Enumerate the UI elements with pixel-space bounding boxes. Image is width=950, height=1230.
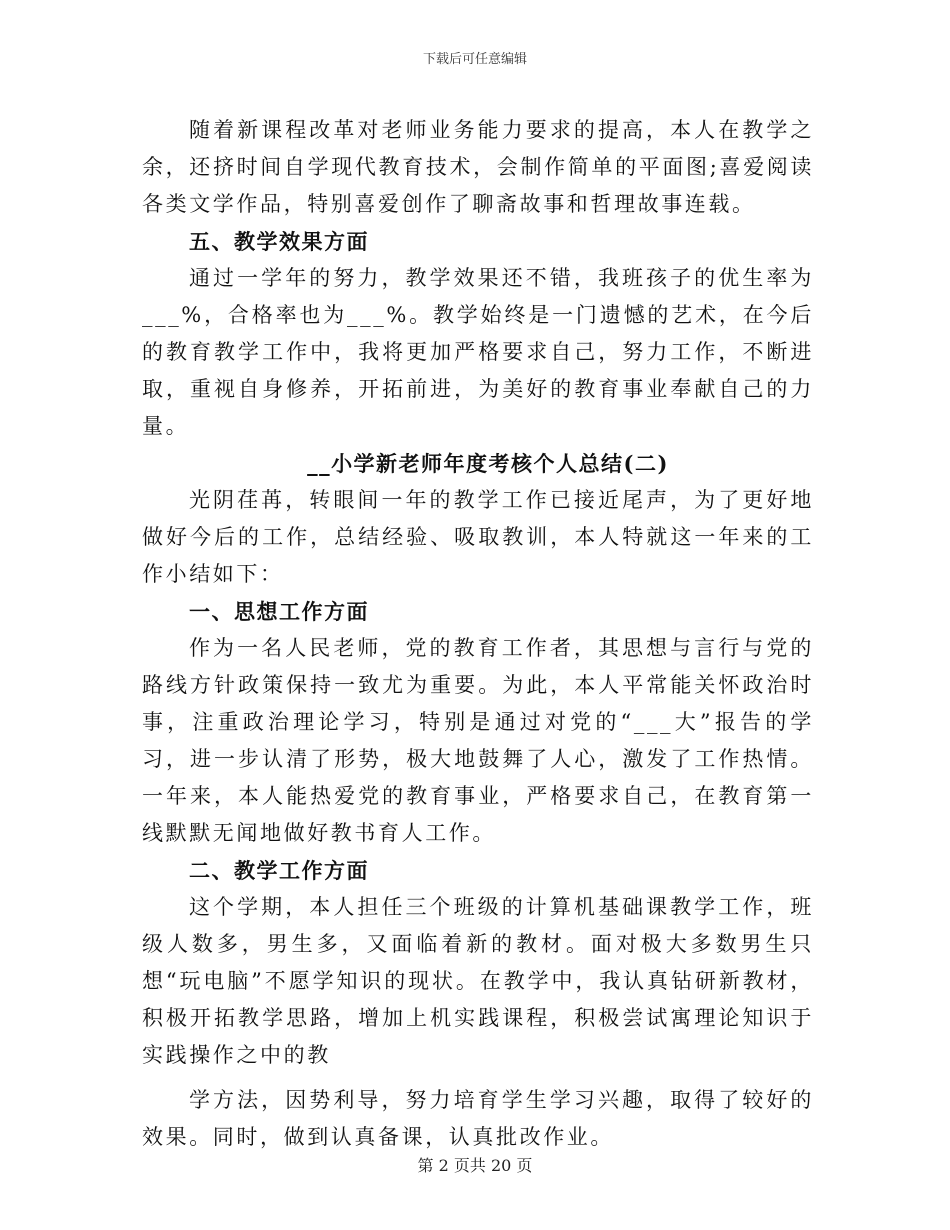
page-header: 下载后可任意编辑 [422,52,527,67]
heading-ideology: 一、思想工作方面 [189,599,369,624]
paragraph-intro: 光阴荏苒，转眼间一年的教学工作已接近尾声，为了更好地做好今后的工作，总结经验、吸取教训，本人特就这一年来的工作小结如下： [142,488,814,586]
paragraph-teaching-work: 这个学期，本人担任三个班级的计算机基础课教学工作，班级人数多，男生多，又面临着新的教材。面对极大多数男生只想“玩电脑”不愿学知识的现状。在教学中，我认真钻研新教材，积极开拓教学思路，增加上机实践课程，积极尝试寓理论知识于实践操作之中的教 [142,895,814,1067]
paragraph-teaching-results: 通过一学年的努力，教学效果还不错，我班孩子的优生率为___%，合格率也为___%。教学始终是一门遗憾的艺术，在今后的教育教学工作中，我将更加严格要求自己，努力工作，不断进取，重视自身修养，开拓前进，为美好的教育事业奉献自己的力量。 [142,266,814,438]
section-title: __小学新老师年度考核个人总结(二) [307,451,669,476]
heading-teaching-work: 二、教学工作方面 [189,858,369,883]
heading-teaching-results: 五、教学效果方面 [189,229,369,254]
page-footer: 第 2 页共 20 页 [417,1156,533,1175]
paragraph-gap [142,1074,814,1082]
paragraph-teaching-method: 学方法，因势利导，努力培育学生学习兴趣，取得了较好的效果。同时，做到认真备课，认真批改作业。 [142,1088,814,1149]
document-body [142,112,814,1156]
paragraph-self-study: 随着新课程改革对老师业务能力要求的提高，本人在教学之余，还挤时间自学现代教育技术，会制作简单的平面图;喜爱阅读各类文学作品，特别喜爱创作了聊斋故事和哲理故事连载。 [142,118,814,216]
paragraph-ideology: 作为一名人民老师，党的教育工作者，其思想与言行与党的路线方针政策保持一致尤为重要。为此，本人平常能关怀政治时事，注重政治理论学习，特别是通过对党的“___大”报告的学习，进一步认清了形势，极大地鼓舞了人心，激发了工作热情。一年来，本人能热爱党的教育事业，严格要求自己，在教育第一线默默无闻地做好教书育人工作。 [142,636,814,845]
